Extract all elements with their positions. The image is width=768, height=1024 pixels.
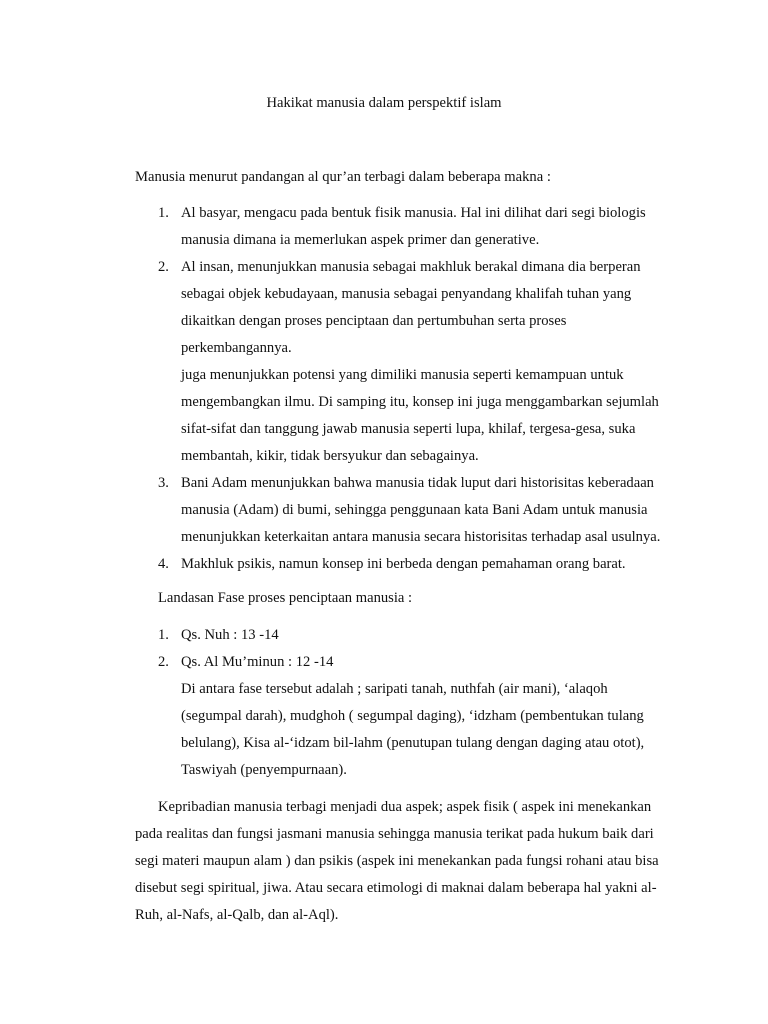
list-line: Qs. Nuh : 13 -14: [181, 627, 279, 643]
document-title: Hakikat manusia dalam perspektif islam: [266, 95, 502, 111]
list-line: manusia (Adam) di bumi, sehingga penggunaan kata Bani Adam untuk manusia: [181, 502, 648, 518]
list-number: 1.: [158, 205, 169, 221]
list-number: 2.: [158, 654, 169, 670]
personality-paragraph: [135, 794, 680, 929]
list-line: mengembangkan ilmu. Di samping itu, konsep ini juga menggambarkan sejumlah: [181, 394, 659, 410]
list-line: membantah, kikir, tidak bersyukur dan sebagainya.: [181, 448, 479, 464]
list-line: Di antara fase tersebut adalah ; saripati tanah, nuthfah (air mani), ‘alaqoh: [181, 681, 608, 697]
list-number: 4.: [158, 556, 169, 572]
intro-text: Manusia menurut pandangan al qur’an terbagi dalam beberapa makna :: [135, 169, 551, 185]
paragraph-line: Kepribadian manusia terbagi menjadi dua aspek; aspek fisik ( aspek ini menekankan: [158, 799, 652, 815]
list-item: [0, 649, 768, 784]
list-line: (segumpal darah), mudghoh ( segumpal daging), ‘idzham (pembentukan tulang: [181, 708, 644, 724]
paragraph-line: Ruh, al-Nafs, al-Qalb, dan al-Aql).: [135, 907, 339, 923]
creation-phase-list: [0, 622, 768, 784]
paragraph-line: pada realitas dan fungsi jasmani manusia sehingga manusia terikat pada hukum baik dari: [135, 826, 654, 842]
list-line: perkembangannya.: [181, 340, 292, 356]
list-number: 3.: [158, 475, 169, 491]
meaning-list: [0, 200, 768, 578]
list-line: sifat-sifat dan tanggung jawab manusia seperti lupa, khilaf, tergesa-gesa, suka: [181, 421, 636, 437]
list-line: belulang), Kisa al-‘idzam bil-lahm (penutupan tulang dengan daging atau otot),: [181, 735, 645, 751]
list-number: 1.: [158, 627, 169, 643]
list-item: [0, 470, 768, 551]
list-item: [0, 622, 768, 649]
list-line: Al insan, menunjukkan manusia sebagai makhluk berakal dimana dia berperan: [181, 259, 641, 275]
list-line: juga menunjukkan potensi yang dimiliki manusia seperti kemampuan untuk: [181, 367, 624, 383]
paragraph-line: segi materi maupun alam ) dan psikis (aspek ini menekankan pada fungsi rohani atau bisa: [135, 853, 659, 869]
list-line: Bani Adam menunjukkan bahwa manusia tidak luput dari historisitas keberadaan: [181, 475, 654, 491]
list-item: [0, 551, 768, 578]
list-line: manusia dimana ia memerlukan aspek primer dan generative.: [181, 232, 540, 248]
list-item: [0, 200, 768, 254]
list-line: menunjukkan keterkaitan antara manusia secara historisitas terhadap asal usulnya.: [181, 529, 661, 545]
list-line: Taswiyah (penyempurnaan).: [181, 762, 347, 778]
list-line: Qs. Al Mu’minun : 12 -14: [181, 654, 334, 670]
list-item: [0, 254, 768, 470]
list-line: Al basyar, mengacu pada bentuk fisik manusia. Hal ini dilihat dari segi biologis: [181, 205, 646, 221]
list-line: dikaitkan dengan proses penciptaan dan pertumbuhan serta proses: [181, 313, 567, 329]
paragraph-line: disebut segi spiritual, jiwa. Atau secara etimologi di maknai dalam beberapa hal yakni al-: [135, 880, 657, 896]
list-line: sebagai objek kebudayaan, manusia sebagai penyandang khalifah tuhan yang: [181, 286, 632, 302]
list-number: 2.: [158, 259, 169, 275]
list-line: Makhluk psikis, namun konsep ini berbeda dengan pemahaman orang barat.: [181, 556, 626, 572]
landasan-heading: Landasan Fase proses penciptaan manusia :: [158, 590, 413, 606]
